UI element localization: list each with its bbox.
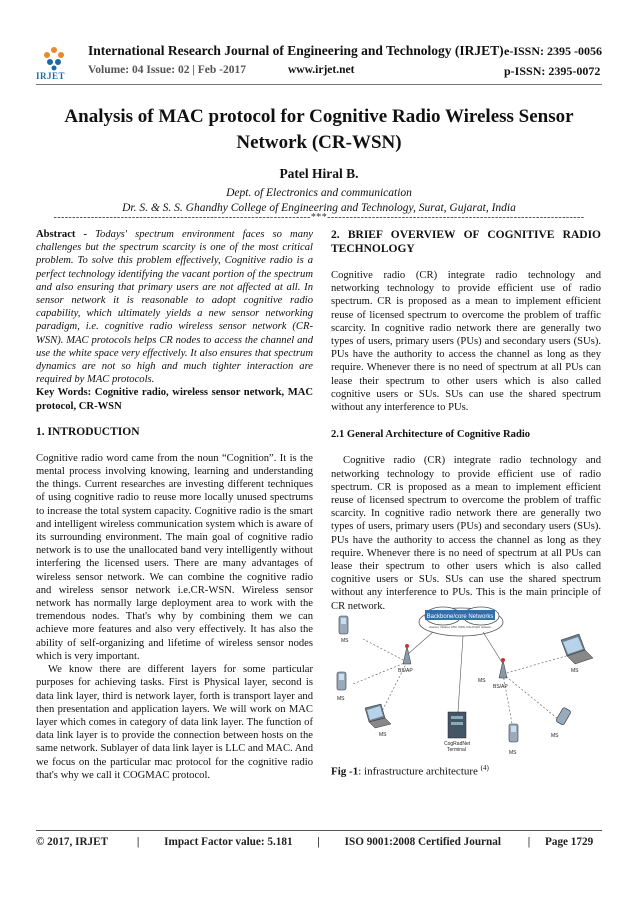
laptop-icon: [561, 634, 593, 664]
irjet-logo: [40, 44, 68, 72]
caption-label: Fig -1: [331, 765, 359, 778]
left-column: [36, 228, 313, 782]
backbone-label: Backbone/core Networks: [426, 614, 494, 620]
keywords-text: : Cognitive radio, wireless sensor network, MAC protocol, CR-WSN: [36, 387, 314, 412]
bsap-label: BS/AP: [398, 668, 413, 674]
header-divider: [36, 84, 602, 85]
footer-copyright: © 2017, IRJET: [36, 836, 109, 848]
section-heading-introduction: 1. INTRODUCTION: [36, 425, 140, 438]
architecture-paragraph: Cognitive radio (CR) integrate radio technology and networking technology to provide efficient use of radio spectrum. CR is proposed as a mean to implement efficient reuse of licensed spectrum to overcome the problem of traffic scarcity. In cognitive radio network there are generally two types of users, primary users (PUs) and secondary users (SUs). PUs have the authority to access the channel as long as they require. Whenever there is no need of spectrum at all PUs can lease their spectrum to other users which is also called cognitive users or SUs. SUs can use the shared spectrum without any interference to PUs. This is the main principle of CR network.: [331, 455, 601, 612]
base-station-icon: [499, 658, 507, 678]
intro-paragraph-1: Cognitive radio word came from the noun “Cognition”. It is the mental process involving knowing, learning and understanding the things. Current researches are investing different techniques of using cognitive radio to reuse more locally unused spectrums to increase the total system capacity. Cognitive radio is the smart and intelligent wireless communication system which is aware of its surrounding environment. The main goal of cognitive radio network is to use the unallocated band very intelligently without interfering the licensed users. There are many advantages of wireless sensor network. We can combine the cognitive radio and wireless sensor network i.e.CR-WSN. Wireless sensor network has normally large deployment area to work with the tremendous nodes. That's why by combining them we can achieve more features and also very effectively. It has also the ability of self-organizing and lifetime of wireless sensor nodes which is very important.: [36, 452, 313, 662]
page-footer: [36, 836, 602, 848]
p-issn: p-ISSN: 2395-0072: [504, 64, 601, 78]
cognitive-radio-terminal-icon: [448, 712, 466, 738]
footer-separator: |: [317, 836, 320, 848]
terminal-label: CogRadNet: [444, 741, 471, 747]
section-heading-overview: 2. BRIEF OVERVIEW OF COGNITIVE RADIO TECHNOLOGY: [331, 229, 601, 255]
journal-name: International Research Journal of Engineering and Technology (IRJET): [88, 43, 504, 58]
ms-label: MS: [571, 668, 579, 674]
ms-label: MS: [379, 732, 387, 738]
terminal-label: Terminal: [447, 747, 466, 753]
mobile-phone-icon: [337, 672, 346, 690]
ms-label: MS: [337, 696, 345, 702]
abstract-label: Abstract -: [36, 229, 88, 240]
author-name: Patel Hiral B.: [279, 166, 359, 181]
volume-issue: Volume: 04 Issue: 02 | Feb -2017: [88, 64, 246, 76]
ms-label: MS: [478, 678, 486, 684]
backbone-cloud-icon: [419, 607, 503, 636]
ms-label: MS: [509, 750, 517, 756]
ms-label: MS: [341, 638, 349, 644]
mobile-phone-icon: [339, 616, 348, 634]
e-issn: e-ISSN: 2395 -0056: [504, 44, 602, 58]
mobile-phone-icon: [556, 707, 572, 725]
subsection-heading-architecture: 2.1 General Architecture of Cognitive Radio: [331, 429, 531, 441]
caption-text: : infrastructure architecture: [358, 765, 481, 778]
caption-reference: (4): [480, 764, 489, 772]
base-station-icon: [403, 644, 411, 664]
abstract-text: Todays' spectrum environment faces so many challenges but the spectrum scarcity is one of the most critical problem. To solve this problem effectively, Cognitive radio is a perfect technology identifying the vacant portion of the spectrum and also ensuring that primary users are not affected at all. In sensor network it is reasonable to adopt cognitive radio capability, which ultimately yields a new sensor networking paradigm, i.e. cognitive radio wireless sensor network (CR-WSN). MAC protocols helps CR nodes to access the channel and use the white space very effectively. It also ensures that spectrum dynamics are not so high and much tighter interaction are required by MAC protocols.: [36, 229, 313, 386]
mobile-phone-icon: [509, 724, 518, 742]
footer-divider: [36, 830, 602, 831]
laptop-icon: [365, 704, 391, 728]
footer-iso: ISO 9001:2008 Certified Journal: [344, 836, 501, 848]
keywords: [36, 386, 313, 412]
architecture-figure: [333, 604, 601, 762]
paper-title: Analysis of MAC protocol for Cognitive Radio Wireless Sensor Network (CR-WSN): [64, 106, 574, 153]
ms-label: MS: [551, 733, 559, 739]
overview-paragraph: Cognitive radio (CR) integrate radio technology and networking technology to provide efficient use of radio spectrum. CR is proposed as a mean to implement efficient reuse of licensed spectrum to overcome the problem of traffic scarcity. In cognitive radio network there are generally two types of users, primary users (PUs) and secondary users (SUs). PUs have the authority to access the channel as long as they require. Whenever there is no need of spectrum at all PUs can lease their spectrum to other users which is also called cognitive users or SUs. SUs can use the shared spectrum without any interference to PUs.: [331, 270, 601, 414]
right-column: [331, 228, 601, 613]
intro-paragraph-2: We know there are different layers for some particular purposes for achieving tasks. First is Physical layer, second is data link layer, third is network layer, forth is transport layer and then presentation and application layers. We will work on MAC layer which comes in category of data link layer. The function of data link layer is to provide the connection between hosts on the same network. Sublayer of data link layer is LLC and MAC. And we focus on the particular mac protocol for the cognitive radio that's why we call it COGMAC protocol.: [36, 664, 313, 781]
keywords-label: Key Words: [36, 387, 88, 399]
figure-caption: [331, 764, 489, 778]
footer-impact-factor: Impact Factor value: 5.181: [164, 836, 293, 848]
abstract: [36, 228, 313, 386]
affiliation-college: Dr. S. & S. S. Ghandhy College of Engineering and Technology, Surat, Gujarat, India: [122, 202, 516, 214]
footer-separator: |: [527, 836, 531, 848]
journal-website-link[interactable]: www.irjet.net: [288, 64, 355, 76]
affiliation-dept: Dept. of Electronics and communication: [226, 187, 412, 199]
backbone-sublabel: Internet, Intranet, ATM, ISDN, Fiber/Optic network...: [429, 625, 493, 629]
footer-separator: |: [136, 836, 140, 848]
logo-text: IRJET: [36, 71, 66, 81]
footer-page-number: Page 1729: [545, 836, 594, 848]
bsap-label: BS/AP: [493, 684, 508, 690]
section-separator: ---------------------------------------------------------------------***---------------------------------------------------------------------: [53, 212, 585, 223]
